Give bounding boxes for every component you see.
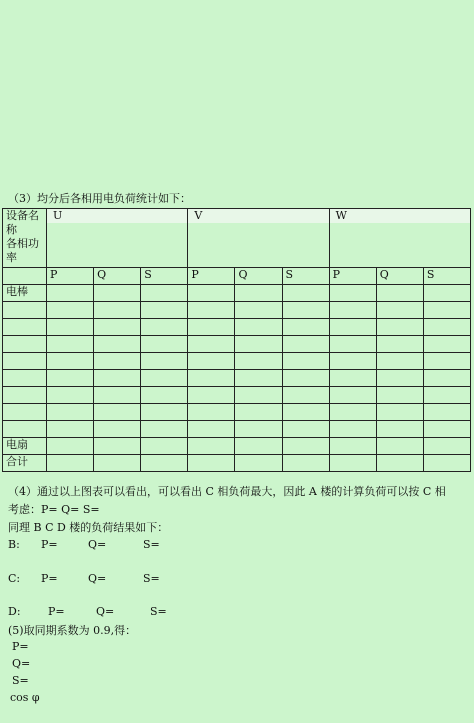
table-cell [329,438,376,455]
table-cell [94,353,141,370]
final-cos: cos φ [10,691,40,704]
table-cell [47,421,94,438]
phase-label: W [330,208,470,223]
table-cell [423,336,470,353]
table-cell [141,370,188,387]
table-row [3,302,471,319]
phase-v-header [188,209,329,268]
device-name-header [3,209,47,268]
table-cell [141,404,188,421]
table-cell [94,404,141,421]
table-cell [376,370,423,387]
phase-label: U [47,208,187,223]
table-cell [282,387,329,404]
table-cell [282,285,329,302]
table-cell [376,387,423,404]
table-cell [94,285,141,302]
table-cell [188,370,235,387]
table-cell [94,455,141,472]
final-p: P= [12,640,29,653]
header-name-line: 设备名 [6,209,39,222]
header-name-line: 率 [6,251,17,264]
table-cell [235,353,282,370]
table-cell [235,319,282,336]
table-cell [423,455,470,472]
table-cell [235,336,282,353]
table-cell [329,353,376,370]
table-cell [188,319,235,336]
table-cell [235,421,282,438]
row-label-cell [3,387,47,404]
table-row [3,353,471,370]
row-label-cell [3,421,47,438]
table-cell [423,302,470,319]
table-cell [47,319,94,336]
same-result-line: 同理 B C D 楼的负荷结果如下： [8,521,169,534]
subcol-q: Q [235,268,282,285]
table-cell [376,302,423,319]
table-cell [329,421,376,438]
phase-label: V [188,208,328,223]
subcol-p: P [188,268,235,285]
table-cell [141,336,188,353]
subcol-q: Q [376,268,423,285]
row-label-cell: 电棒 [3,285,47,302]
table-row [3,319,471,336]
final-s: S= [12,674,29,687]
table-row [3,404,471,421]
table-cell [141,302,188,319]
table-row [3,370,471,387]
table-cell [188,455,235,472]
q-value: Q= [88,538,107,551]
table-cell [188,302,235,319]
final-q: Q= [12,657,31,670]
p-value: P= [48,605,65,618]
table-cell [423,319,470,336]
table-cell [141,319,188,336]
table-cell [423,404,470,421]
table-cell [94,421,141,438]
table-row [3,285,471,302]
table-cell [376,421,423,438]
p-value: P= [41,572,58,585]
table-cell [423,387,470,404]
table-row [3,421,471,438]
table-cell [141,438,188,455]
row-label: D: [8,605,21,618]
s-value: S= [150,605,167,618]
subcol-q: Q [94,268,141,285]
table-cell [47,336,94,353]
table-cell [282,353,329,370]
table-cell [141,285,188,302]
q-value: Q= [88,572,107,585]
row-label-cell [3,319,47,336]
table-cell [376,438,423,455]
table-cell [329,319,376,336]
table-cell [3,268,47,285]
table-cell [329,336,376,353]
row-label: C: [8,572,21,585]
table-cell [94,336,141,353]
table-cell [329,370,376,387]
row-label-cell [3,404,47,421]
row-label-cell: 合计 [3,455,47,472]
table-cell [423,438,470,455]
row-label: B: [8,538,20,551]
table-cell [188,336,235,353]
table-cell [47,353,94,370]
table-cell [47,387,94,404]
table-cell [329,387,376,404]
table-cell [188,404,235,421]
phase-w-header [329,209,470,268]
table-cell [94,319,141,336]
table-cell [282,438,329,455]
table-cell [188,353,235,370]
table-cell [47,455,94,472]
table-cell [94,302,141,319]
row-label-cell [3,336,47,353]
table-cell [376,319,423,336]
table-cell [329,455,376,472]
table-cell [188,387,235,404]
table-cell [141,421,188,438]
s-value: S= [143,572,160,585]
table-header-row [3,209,471,268]
table-cell [423,370,470,387]
table-cell [329,285,376,302]
subcol-s: S [423,268,470,285]
table-cell [235,455,282,472]
subcol-p: P [329,268,376,285]
table-cell [282,302,329,319]
row-label-cell [3,302,47,319]
table-cell [423,353,470,370]
table-cell [376,285,423,302]
row-label-cell [3,370,47,387]
table-cell [47,438,94,455]
table-cell [94,370,141,387]
table-cell [188,285,235,302]
table-cell [235,302,282,319]
section-caption: （3）均分后各相用电负荷统计如下： [8,192,191,205]
table-cell [282,421,329,438]
table-row [3,336,471,353]
para4-line1: （4）通过以上图表可以看出，可以看出 C 相负荷最大，因此 A 楼的计算负荷可以按 C 相 [8,485,446,498]
table-cell [141,387,188,404]
para4-line2: 考虑：P= Q= S= [8,503,100,516]
table-cell [282,370,329,387]
subheader-row [3,268,471,285]
load-statistics-table [2,208,471,472]
table-cell [423,421,470,438]
p-value: P= [41,538,58,551]
table-cell [235,370,282,387]
header-name-line: 各相功 [6,237,39,250]
table-row [3,438,471,455]
table-cell [376,353,423,370]
table-cell [141,455,188,472]
table-cell [47,404,94,421]
table-cell [235,404,282,421]
table-cell [329,302,376,319]
table-cell [235,285,282,302]
para5: (5)取同期系数为 0.9,得： [8,624,137,637]
table-cell [235,438,282,455]
table-cell [376,336,423,353]
phase-u-header [47,209,188,268]
table-cell [423,285,470,302]
subcol-s: S [141,268,188,285]
table-cell [282,455,329,472]
s-value: S= [143,538,160,551]
table-row [3,455,471,472]
row-label-cell [3,353,47,370]
table-cell [235,387,282,404]
table-cell [141,353,188,370]
table-cell [282,319,329,336]
table-cell [376,404,423,421]
table-cell [47,302,94,319]
table-row [3,387,471,404]
table-cell [94,438,141,455]
table-cell [282,336,329,353]
table-cell [47,370,94,387]
table-cell [47,285,94,302]
subcol-s: S [282,268,329,285]
row-label-cell: 电扇 [3,438,47,455]
table-cell [188,438,235,455]
table-cell [329,404,376,421]
header-name-line: 称 [6,223,17,236]
subcol-p: P [47,268,94,285]
table-cell [282,404,329,421]
table-cell [376,455,423,472]
q-value: Q= [96,605,115,618]
table-cell [188,421,235,438]
table-cell [94,387,141,404]
